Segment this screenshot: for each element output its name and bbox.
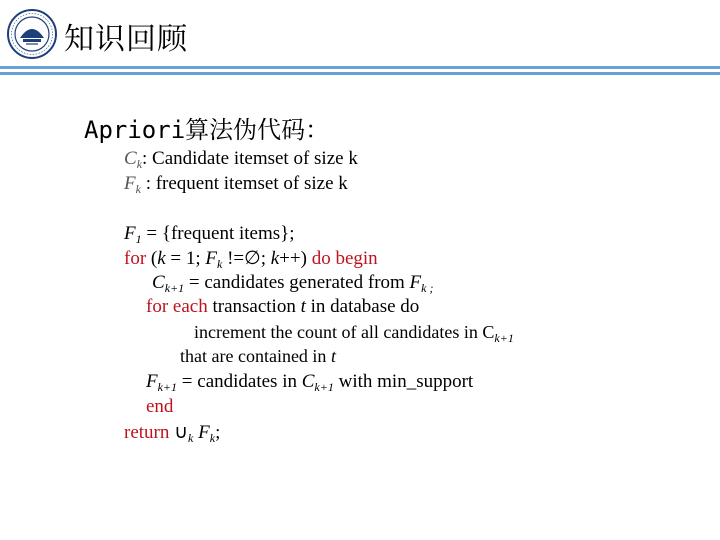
code-line-4: for each transaction t in database do (146, 296, 420, 317)
code-line-1: $F_1$ = {frequent items}; (124, 223, 295, 246)
code-line-8: end (146, 396, 174, 417)
code-line-2: for (k = 1; $F_k$ !=∅; k++) do begin (124, 248, 378, 271)
code-line-6: that are contained in t (180, 346, 336, 366)
university-seal-logo (6, 8, 58, 60)
def-candidate-itemset: $C_k$: Candidate itemset of size k (124, 148, 358, 171)
slide-title: 知识回顾 (64, 22, 188, 57)
heading-cjk: 算法伪代码： (185, 116, 330, 144)
heading-latin: Apriori (84, 116, 186, 144)
code-line-3: $C_{k+1}$ = candidates generated from $F_{k ;}$ (152, 272, 434, 295)
code-line-7: $F_{k+1}$ = candidates in $C_{k+1}$ with min_support (146, 371, 474, 394)
code-line-5: increment the count of all candidates in $C_{k+1}$ (194, 322, 514, 345)
header-accent-bars (0, 66, 720, 78)
section-heading (84, 110, 329, 145)
def-frequent-itemset: $F_k$ : frequent itemset of size k (124, 173, 348, 196)
code-line-9: return $\cup_k$ $F_k$; (124, 422, 221, 445)
